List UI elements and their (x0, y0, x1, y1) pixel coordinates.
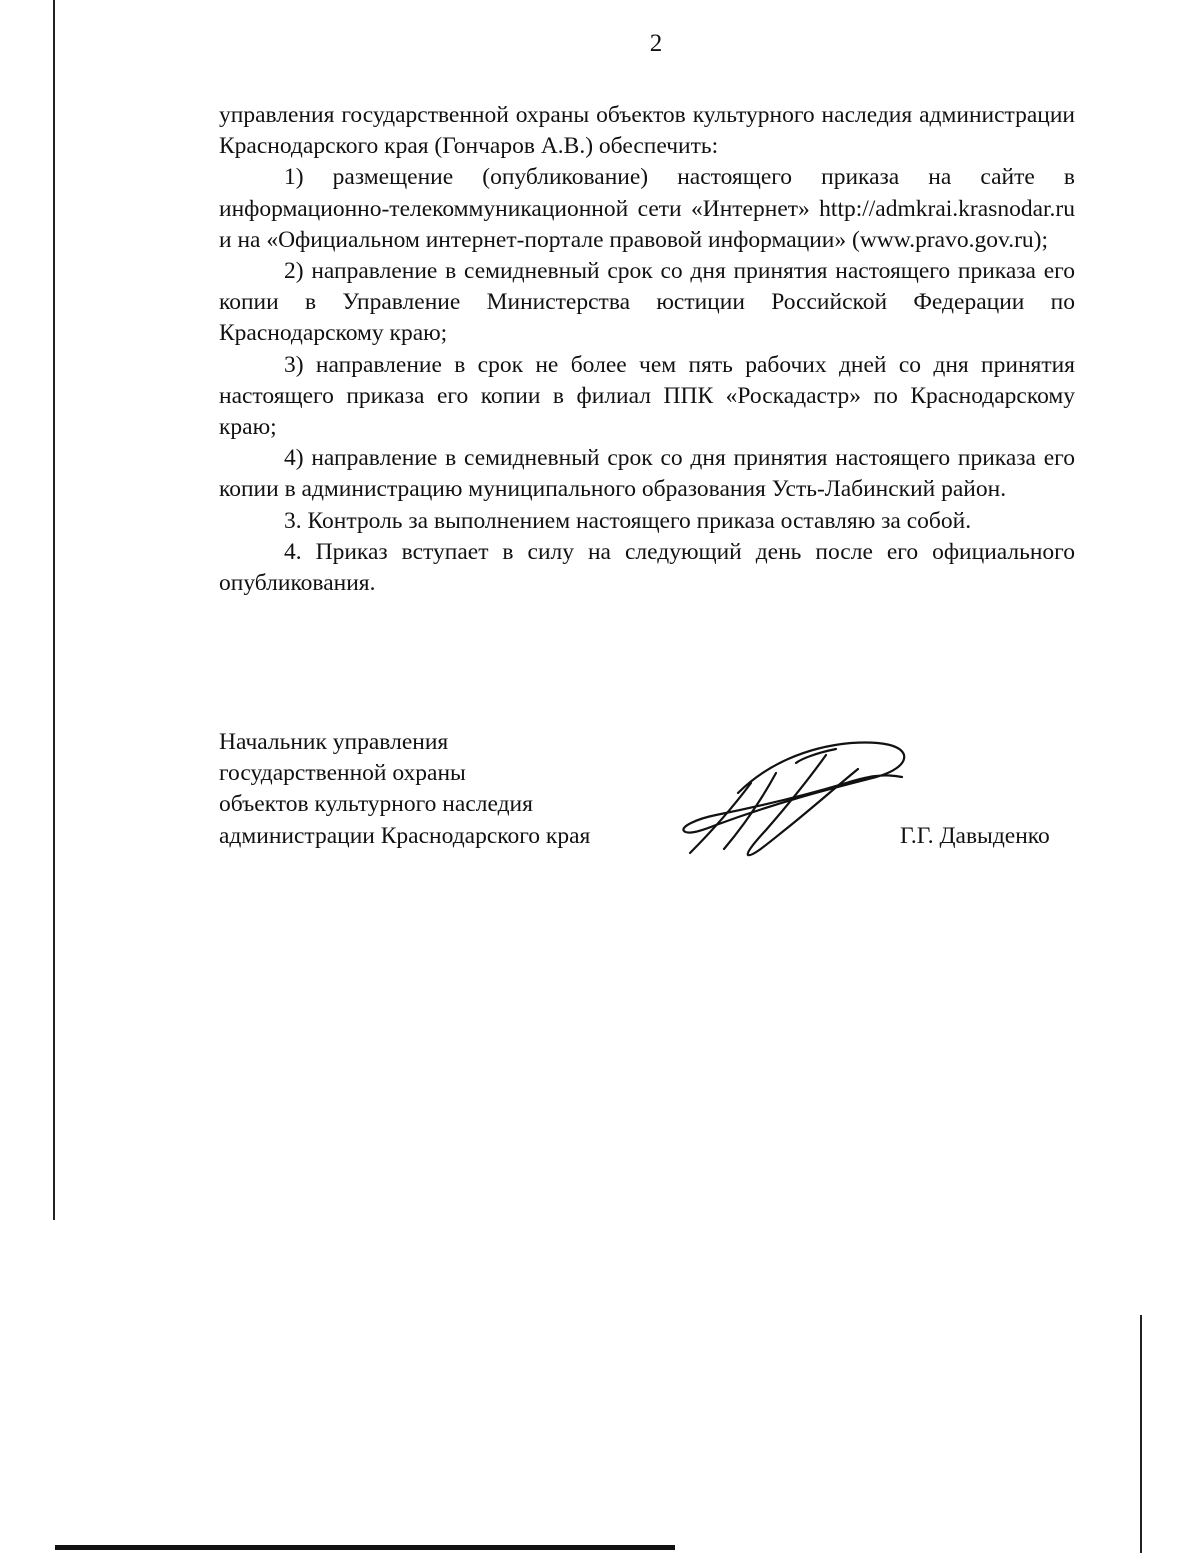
position-line: администрации Краснодарского края (219, 822, 591, 849)
item-1-paragraph: 1) размещение (опубликование) настоящего приказа на сайте в информационно-телекоммуникационной сети «Интернет» http://admkrai.krasnodar.ru и на «Официальном интернет-портале правовой информации» (www.pravo.gov.ru); (219, 164, 1075, 253)
intro-paragraph: управления государственной охраны объектов культурного наследия администрации Краснодарского края (Гончаров А.В.) обеспечить: (219, 102, 1075, 160)
scan-edge-right (1140, 1315, 1142, 1553)
page-number: 2 (649, 30, 663, 57)
document-body (219, 100, 1075, 599)
scan-edge-bottom (55, 1545, 675, 1550)
signer-name: Г.Г. Давыденко (900, 823, 1050, 849)
position-line: объектов культурного наследия (219, 791, 533, 818)
point-4-paragraph: 4. Приказ вступает в силу на следующий день после его официального опубликования. (219, 538, 1075, 597)
point-3-paragraph: 3. Контроль за выполнением настоящего приказа оставляю за собой. (284, 507, 972, 534)
handwritten-signature (676, 735, 912, 865)
signer-position (219, 727, 590, 852)
item-2-paragraph: 2) направление в семидневный срок со дня принятия настоящего приказа его копии в Управление Министерства юстиции Российской Федерации по Краснодарскому краю; (219, 258, 1075, 347)
scan-edge-left (53, 0, 55, 1220)
item-4-paragraph: 4) направление в семидневный срок со дня принятия настоящего приказа его копии в администрацию муниципального образования Усть-Лабинский район. (219, 445, 1075, 503)
position-line: государственной охраны (219, 760, 466, 787)
item-3-paragraph: 3) направление в срок не более чем пять рабочих дней со дня принятия настоящего приказа его копии в филиал ППК «Роскадастр» по Краснодарскому краю; (219, 351, 1075, 441)
position-line: Начальник управления (219, 729, 449, 755)
